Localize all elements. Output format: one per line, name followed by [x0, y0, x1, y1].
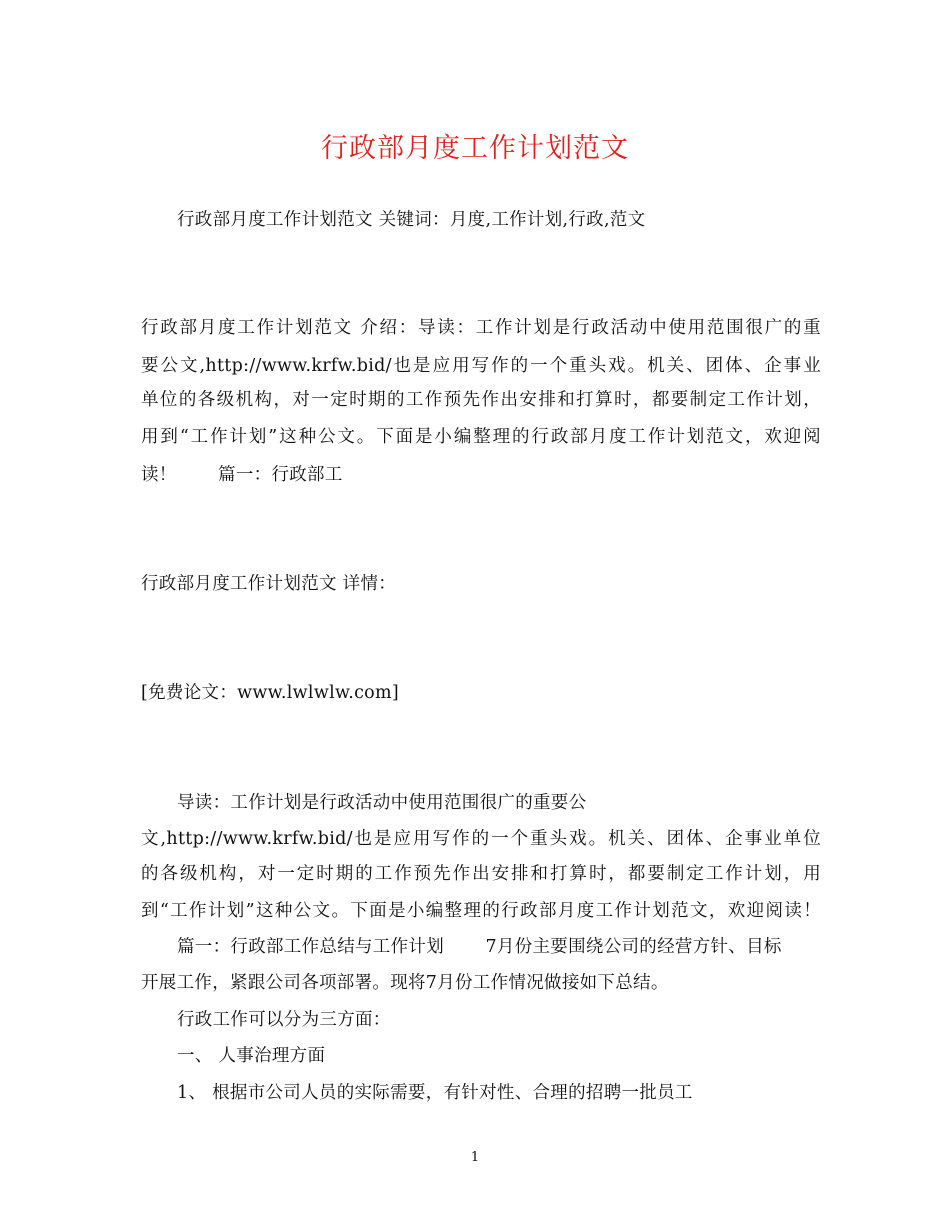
body-line: 文,http://www.krfw.bid/也是应用写作的一个重头戏。机关、团体、企事业单位	[141, 829, 821, 849]
body-line: 行政工作可以分为三方面：	[177, 1010, 391, 1030]
free-paper-link: [免费论文：www.lwlwlw.com]	[141, 683, 400, 703]
body-line: 到“工作计划”这种公文。下面是小编整理的行政部月度工作计划范文，欢迎阅读！	[141, 901, 821, 921]
body-line: 1、 根据市公司人员的实际需要，有针对性、合理的招聘一批员工	[177, 1083, 693, 1103]
intro-line: 要公文,http://www.krfw.bid/也是应用写作的一个重头戏。机关、团体、企事业	[141, 356, 821, 376]
keywords-line: 行政部月度工作计划范文 关键词：月度,工作计划,行政,范文	[177, 210, 646, 230]
detail-heading: 行政部月度工作计划范文 详情：	[141, 574, 397, 594]
body-line: 一、 人事治理方面	[177, 1046, 326, 1066]
page-number: 1	[470, 1150, 480, 1165]
body-line: 的各级机构，对一定时期的工作预先作出安排和打算时，都要制定工作计划，用	[141, 864, 821, 884]
body-line: 篇一：行政部工作总结与工作计划 7月份主要围绕公司的经营方针、目标	[177, 937, 782, 957]
body-line: 开展工作，紧跟公司各项部署。现将7月份工作情况做接如下总结。	[141, 973, 669, 993]
intro-line: 单位的各级机构，对一定时期的工作预先作出安排和打算时，都要制定工作计划，	[141, 390, 821, 410]
intro-line: 用到“工作计划”这种公文。下面是小编整理的行政部月度工作计划范文，欢迎阅	[141, 427, 821, 447]
body-line: 导读：工作计划是行政活动中使用范围很广的重要公	[177, 793, 587, 813]
intro-line: 读！ 篇一：行政部工	[141, 465, 343, 485]
document-title: 行政部月度工作计划范文	[321, 133, 629, 164]
intro-line: 行政部月度工作计划范文 介绍：导读：工作计划是行政活动中使用范围很广的重	[141, 318, 821, 338]
